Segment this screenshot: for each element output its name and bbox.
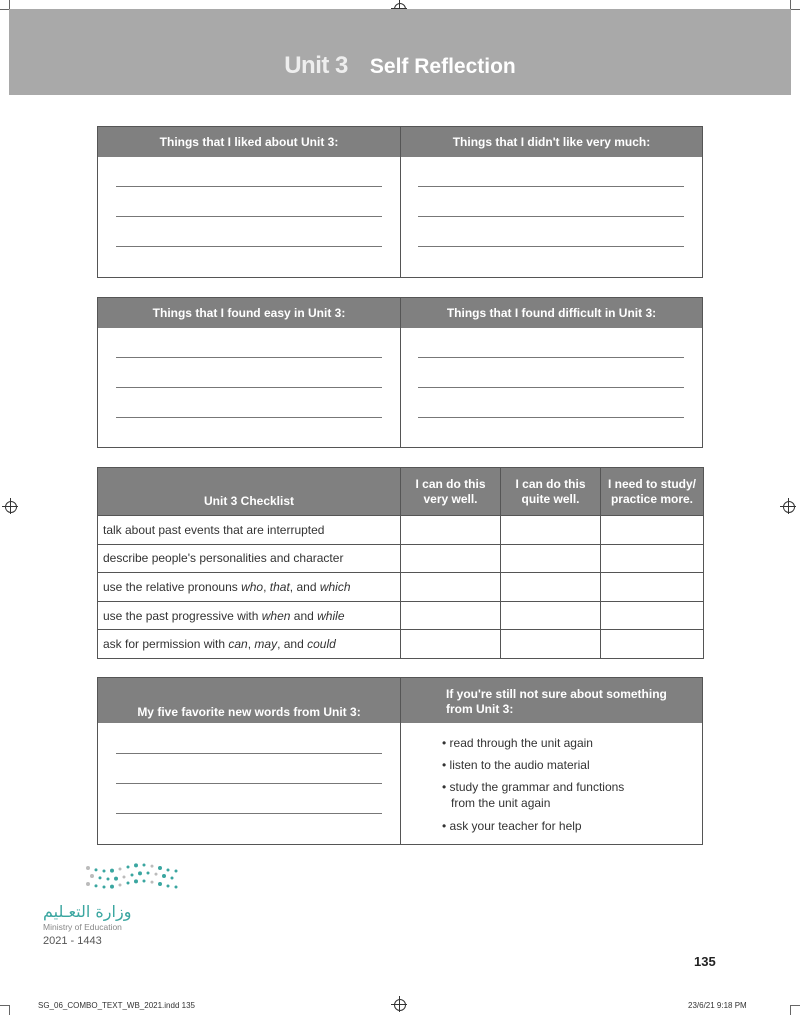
crop-mark <box>9 1005 10 1015</box>
logo-dot <box>103 885 106 888</box>
checklist-item: describe people's personalities and character <box>98 544 401 573</box>
ministry-logo <box>40 860 190 950</box>
liked-header: Things that I liked about Unit 3: <box>98 127 400 157</box>
logo-arabic-text: وزارة التعـليم <box>43 902 132 921</box>
logo-dot <box>134 863 138 867</box>
crop-mark <box>0 9 9 10</box>
col-quite-well: I can do this quite well. <box>501 468 601 516</box>
writing-line[interactable] <box>116 813 382 814</box>
easy-header: Things that I found easy in Unit 3: <box>98 298 400 328</box>
page-title <box>0 52 800 80</box>
table-row <box>98 516 704 545</box>
table-row <box>98 544 704 573</box>
writing-line[interactable] <box>418 246 684 247</box>
writing-line[interactable] <box>116 783 382 784</box>
checklist-item: talk about past events that are interrupted <box>98 516 401 545</box>
logo-dot <box>167 884 170 887</box>
logo-dot <box>95 868 98 871</box>
logo-dot <box>119 884 122 887</box>
logo-english-text: Ministry of Education <box>43 922 122 932</box>
logo-dot <box>171 876 174 879</box>
writing-line[interactable] <box>116 246 382 247</box>
checklist-item: use the relative pronouns who, that, and which <box>98 573 401 602</box>
table-row <box>98 601 704 630</box>
slug-file-info: SG_06_COMBO_TEXT_WB_2021.indd 135 <box>38 1001 195 1010</box>
tip-item: • ask your teacher for help <box>442 819 582 833</box>
logo-dot <box>119 868 122 871</box>
logo-year-text: 2021 - 1443 <box>43 935 102 947</box>
column-divider <box>400 127 401 277</box>
check-cell[interactable] <box>401 573 501 602</box>
logo-dot <box>99 876 102 879</box>
column-divider <box>400 678 401 844</box>
check-cell[interactable] <box>501 544 601 573</box>
logo-dot <box>167 868 170 871</box>
writing-line[interactable] <box>116 357 382 358</box>
crop-mark <box>0 1005 9 1006</box>
logo-dot <box>86 882 90 886</box>
favorite-words-header: My five favorite new words from Unit 3: <box>98 678 400 723</box>
logo-dot <box>103 869 106 872</box>
check-cell[interactable] <box>401 601 501 630</box>
logo-dot <box>138 871 142 875</box>
tip-item: • listen to the audio material <box>442 758 590 772</box>
check-cell[interactable] <box>401 516 501 545</box>
logo-dot <box>114 877 118 881</box>
tip-item: from the unit again <box>451 796 551 810</box>
logo-dot <box>131 873 134 876</box>
not-sure-header: If you're still not sure about something from Unit 3: <box>401 678 702 723</box>
checklist-header-row <box>98 468 704 516</box>
check-cell[interactable] <box>601 573 704 602</box>
logo-dot <box>175 869 178 872</box>
logo-dot <box>86 866 90 870</box>
tip-item: • study the grammar and functions <box>442 780 625 794</box>
writing-line[interactable] <box>116 753 382 754</box>
writing-line[interactable] <box>418 417 684 418</box>
logo-dot <box>143 864 146 867</box>
check-cell[interactable] <box>501 601 601 630</box>
checklist-item: ask for permission with can, may, and could <box>98 630 401 659</box>
logo-dot <box>143 880 146 883</box>
unit-checklist-table <box>97 467 704 659</box>
check-cell[interactable] <box>601 544 704 573</box>
page-number: 135 <box>694 954 716 969</box>
check-cell[interactable] <box>401 630 501 659</box>
table-row <box>98 630 704 659</box>
writing-line[interactable] <box>418 216 684 217</box>
logo-dot <box>158 866 162 870</box>
checklist-title: Unit 3 Checklist <box>98 468 401 516</box>
check-cell[interactable] <box>501 573 601 602</box>
writing-line[interactable] <box>418 387 684 388</box>
logo-dot <box>155 873 158 876</box>
logo-dot <box>127 865 130 868</box>
col-need-study: I need to study/ practice more. <box>601 468 704 516</box>
logo-dot <box>151 865 154 868</box>
logo-dot <box>162 874 166 878</box>
logo-dot <box>175 885 178 888</box>
crop-mark <box>791 1005 800 1006</box>
check-cell[interactable] <box>601 630 704 659</box>
ministry-logo-dots-icon <box>40 860 190 900</box>
crop-mark <box>791 9 800 10</box>
col-very-well: I can do this very well. <box>401 468 501 516</box>
crop-mark <box>790 1005 791 1015</box>
registration-mark-icon <box>5 501 17 513</box>
difficult-header: Things that I found difficult in Unit 3: <box>401 298 702 328</box>
table-row <box>98 573 704 602</box>
logo-dot <box>158 882 162 886</box>
check-cell[interactable] <box>501 516 601 545</box>
writing-line[interactable] <box>116 186 382 187</box>
check-cell[interactable] <box>601 516 704 545</box>
logo-dot <box>151 881 154 884</box>
writing-line[interactable] <box>116 216 382 217</box>
check-cell[interactable] <box>601 601 704 630</box>
logo-dot <box>127 881 130 884</box>
logo-dot <box>123 876 126 879</box>
disliked-header: Things that I didn't like very much: <box>401 127 702 157</box>
registration-mark-icon <box>783 501 795 513</box>
writing-line[interactable] <box>116 417 382 418</box>
logo-dot <box>110 885 114 889</box>
writing-line[interactable] <box>116 387 382 388</box>
unit-number: Unit 3 <box>284 52 348 79</box>
logo-dot <box>107 877 110 880</box>
logo-dot <box>90 874 94 878</box>
crop-mark <box>790 0 791 9</box>
logo-dot <box>95 884 98 887</box>
column-divider <box>400 298 401 447</box>
logo-dot <box>134 879 138 883</box>
logo-dot <box>147 872 150 875</box>
check-cell[interactable] <box>501 630 601 659</box>
check-cell[interactable] <box>401 544 501 573</box>
checklist-item: use the past progressive with when and while <box>98 601 401 630</box>
logo-dot <box>110 869 114 873</box>
writing-line[interactable] <box>418 357 684 358</box>
writing-line[interactable] <box>418 186 684 187</box>
tip-item: • read through the unit again <box>442 736 593 750</box>
registration-mark-icon <box>394 999 406 1011</box>
crop-mark <box>9 0 10 9</box>
slug-date: 23/6/21 9:18 PM <box>688 1001 747 1010</box>
section-title: Self Reflection <box>369 55 516 78</box>
